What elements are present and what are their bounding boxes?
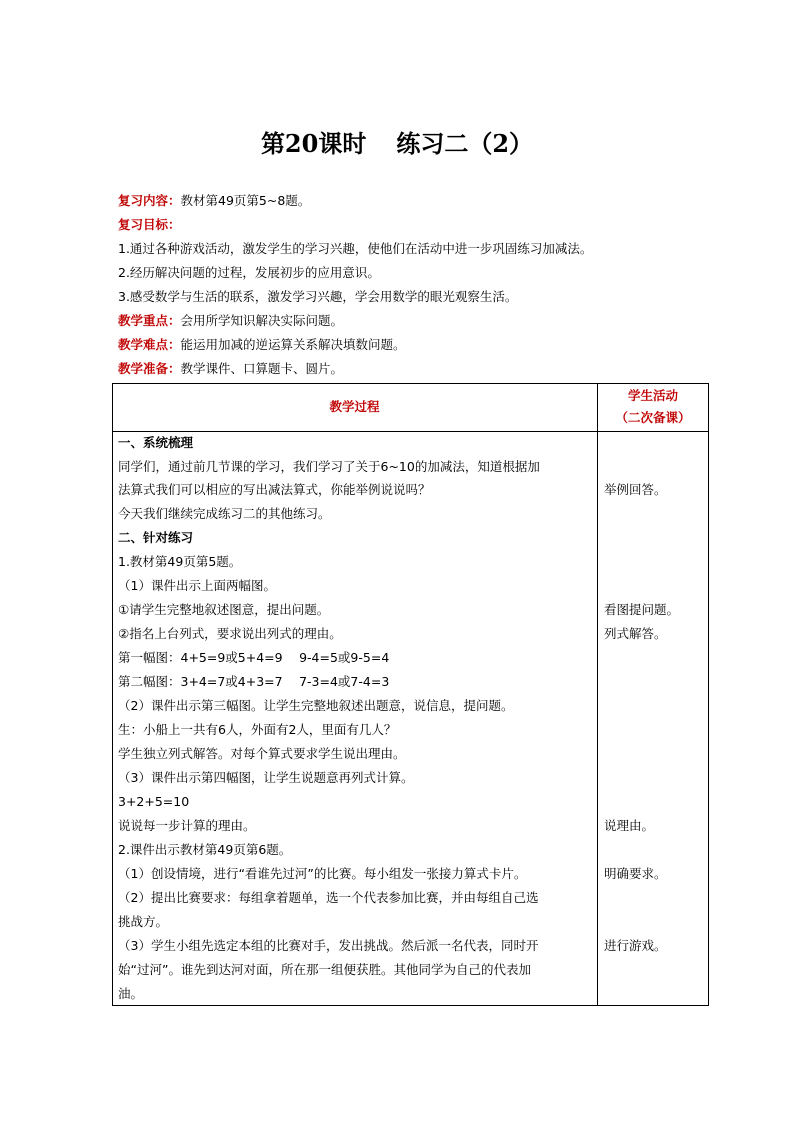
process-line: 学生独立列式解答。对每个算式要求学生说出理由。 [118, 746, 406, 761]
table-border-bottom [112, 1005, 709, 1006]
process-line: （3）课件出示第四幅图，让学生说题意再列式计算。 [118, 770, 414, 785]
preparation-label: 教学准备： [118, 361, 181, 376]
process-line: 2.课件出示教材第49页第6题。 [118, 842, 292, 857]
process-line: 今天我们继续完成练习二的其他练习。 [118, 506, 331, 521]
student-activity: 进行游戏。 [604, 938, 667, 953]
review-content-line [118, 193, 718, 209]
process-line: ②指名上台列式，要求说出列式的理由。 [118, 626, 342, 641]
process-line: 生：小船上一共有6人，外面有2人，里面有几人？ [118, 722, 397, 737]
process-line: 说说每一步计算的理由。 [118, 818, 256, 833]
section-heading: 一、系统梳理 [118, 435, 194, 450]
preparation-text: 教学课件、口算题卡、圆片。 [180, 361, 344, 376]
title-lesson: 第20课时 [260, 129, 367, 158]
student-activity: 看图提问题。 [604, 602, 680, 617]
section-heading: 二、针对练习 [118, 530, 194, 545]
key-point-line [118, 313, 718, 329]
table-header-divider [112, 431, 709, 432]
review-goal-item: 3.感受数学与生活的联系，激发学习兴趣，学会用数学的眼光观察生活。 [118, 289, 518, 304]
review-content-label: 复习内容： [118, 193, 181, 208]
difficulty-text: 能运用加减的逆运算关系解决填数问题。 [180, 337, 406, 352]
table-border-top [112, 383, 709, 384]
review-content-text: 教材第49页第5~8题。 [180, 193, 311, 208]
title-topic: 练习二（2） [396, 129, 534, 158]
table-border-right [708, 383, 709, 1006]
table-border-left [112, 383, 113, 1006]
preparation-line [118, 361, 718, 377]
process-line: （2）课件出示第三幅图。让学生完整地叙述出题意，说信息，提问题。 [118, 698, 514, 713]
process-line: 始“过河”。谁先到达河对面，所在那一组便获胜。其他同学为自己的代表加 [118, 962, 531, 977]
process-line: （1）课件出示上面两幅图。 [118, 578, 276, 593]
process-line: （1）创设情境，进行“看谁先过河”的比赛。每小组发一张接力算式卡片。 [118, 866, 527, 881]
difficulty-label: 教学难点： [118, 337, 181, 352]
header-process: 教学过程 [329, 399, 380, 414]
process-line: （3）学生小组先选定本组的比赛对手，发出挑战。然后派一名代表，同时开 [118, 938, 539, 953]
process-line: 法算式我们可以相应的写出减法算式，你能举例说说吗？ [118, 482, 431, 497]
student-activity: 列式解答。 [604, 626, 667, 641]
review-goals-line [118, 217, 718, 233]
header-activity-line1: 学生活动 [627, 388, 678, 403]
key-point-label: 教学重点： [118, 313, 181, 328]
student-activity: 明确要求。 [604, 866, 667, 881]
review-goal-item: 2.经历解决问题的过程，发展初步的应用意识。 [118, 265, 380, 280]
table-column-divider [597, 383, 598, 1006]
page-title [0, 126, 794, 162]
process-line: （2）提出比赛要求：每组拿着题单，选一个代表参加比赛，并由每组自己选 [118, 890, 539, 905]
key-point-text: 会用所学知识解决实际问题。 [180, 313, 344, 328]
process-line: ①请学生完整地叙述图意，提出问题。 [118, 602, 330, 617]
header-activity-line2: （二次备课） [615, 410, 691, 425]
process-line: 第一幅图：4+5=9或5+4=9 9-4=5或9-5=4 [118, 650, 390, 665]
process-line: 1.教材第49页第5题。 [118, 554, 242, 569]
review-goal-item: 1.通过各种游戏活动，激发学生的学习兴趣，使他们在活动中进一步巩固练习加减法。 [118, 241, 593, 256]
student-activity: 举例回答。 [604, 482, 667, 497]
difficulty-line [118, 337, 718, 353]
process-line: 挑战方。 [118, 914, 169, 929]
lesson-table [112, 383, 709, 1006]
process-line: 第二幅图：3+4=7或4+3=7 7-3=4或7-4=3 [118, 674, 390, 689]
process-line: 油。 [118, 986, 144, 1001]
process-line: 同学们，通过前几节课的学习，我们学习了关于6~10的加减法，知道根据加 [118, 459, 540, 474]
review-goals-label: 复习目标： [118, 217, 181, 232]
student-activity: 说理由。 [604, 818, 655, 833]
process-line: 3+2+5=10 [118, 794, 190, 809]
